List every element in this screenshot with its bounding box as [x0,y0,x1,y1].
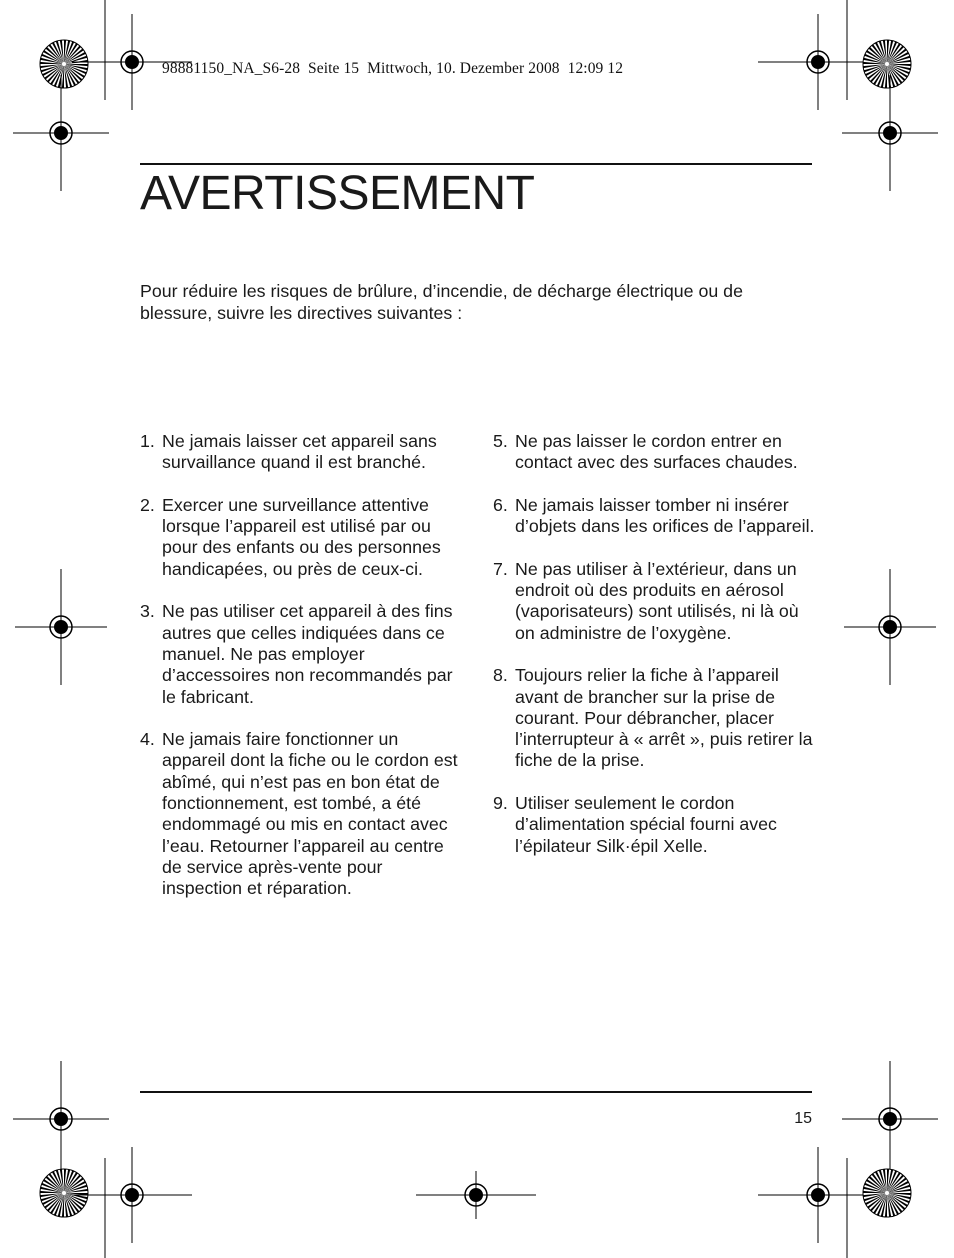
registration-mark-icon [758,1147,878,1243]
registration-mark-icon [842,1061,938,1177]
item-number: 1. [140,431,155,451]
item-number: 3. [140,601,155,622]
item-text: Ne pas utiliser cet appareil à des fins autres que celles indiquées dans ce manuel. Ne pas employer d’accessoires non recommandés par le fabricant. [162,601,453,707]
registration-mark-icon [72,1147,192,1243]
starburst-target-icon [40,40,88,88]
item-number: 9. [493,793,508,814]
list-item [140,601,458,707]
list-item [493,495,815,538]
warnings-left-column [140,431,458,921]
starburst-target-icon [863,1169,911,1217]
list-item [493,431,815,474]
registration-mark-icon [13,75,109,191]
item-text: Exercer une surveillance attentive lorsque l’appareil est utilisé par ou pour des enfants ou des personnes handicapées, ou près de ceux-ci. [162,494,441,579]
item-number: 6. [493,494,508,515]
list-item [140,495,458,580]
starburst-target-icon [40,1169,88,1217]
item-number: 2. [140,494,155,515]
intro-paragraph: Pour réduire les risques de brûlure, d’incendie, de décharge électrique ou de blessure, suivre les directives suivantes : [140,281,743,323]
registration-mark-icon [842,75,938,191]
item-number: 7. [493,558,508,579]
starburst-target-icon [863,40,911,88]
registration-mark-icon [15,569,107,685]
item-text: Ne jamais laisser tomber ni insérer d’objets dans les orifices de l’appareil. [515,494,815,537]
page-number: 15 [794,1110,812,1127]
item-text: Toujours relier la fiche à l’appareil avant de brancher sur la prise de courant. Pour débrancher, placer l’interrupteur à « arrêt », puis retirer la fiche de la prise. [515,665,813,771]
item-number: 4. [140,729,155,750]
registration-mark-icon [844,569,936,685]
list-item [140,729,458,899]
item-text: Ne jamais faire fonctionner un appareil dont la fiche ou le cordon est abîmé, qui n’est pas en bon état de fonctionnement, est tombé, a été endommagé ou mis en contact avec l’eau. Retourner l’appareil au centre de service après-vente pour inspection et réparation. [162,729,458,899]
item-number: 5. [493,431,508,451]
warnings-right-column [493,431,815,878]
list-item [140,431,458,474]
top-rule [140,163,812,165]
list-item [493,665,815,771]
item-text: Ne jamais laisser cet appareil sans survaillance quand il est branché. [162,431,437,473]
registration-mark-icon [13,1061,109,1177]
bottom-rule [140,1091,812,1093]
item-text: Ne pas utiliser à l’extérieur, dans un endroit où des produits en aérosol (vaporisateurs) sont utilisés, ni là où on administre de l’oxygène. [515,558,799,643]
registration-mark-icon [758,14,878,110]
registration-mark-icon [416,1171,536,1219]
list-item [493,793,815,857]
page-title: AVERTISSEMENT [140,167,535,220]
print-slug: 98881150_NA_S6-28 Seite 15 Mittwoch, 10. Dezember 2008 12:09 12 [162,60,624,77]
item-number: 8. [493,665,508,686]
list-item [493,559,815,644]
item-text: Ne pas laisser le cordon entrer en contact avec des surfaces chaudes. [515,431,798,473]
item-text: Utiliser seulement le cordon d’alimentation spécial fourni avec l’épilateur Silk·épil Xelle. [515,793,777,856]
